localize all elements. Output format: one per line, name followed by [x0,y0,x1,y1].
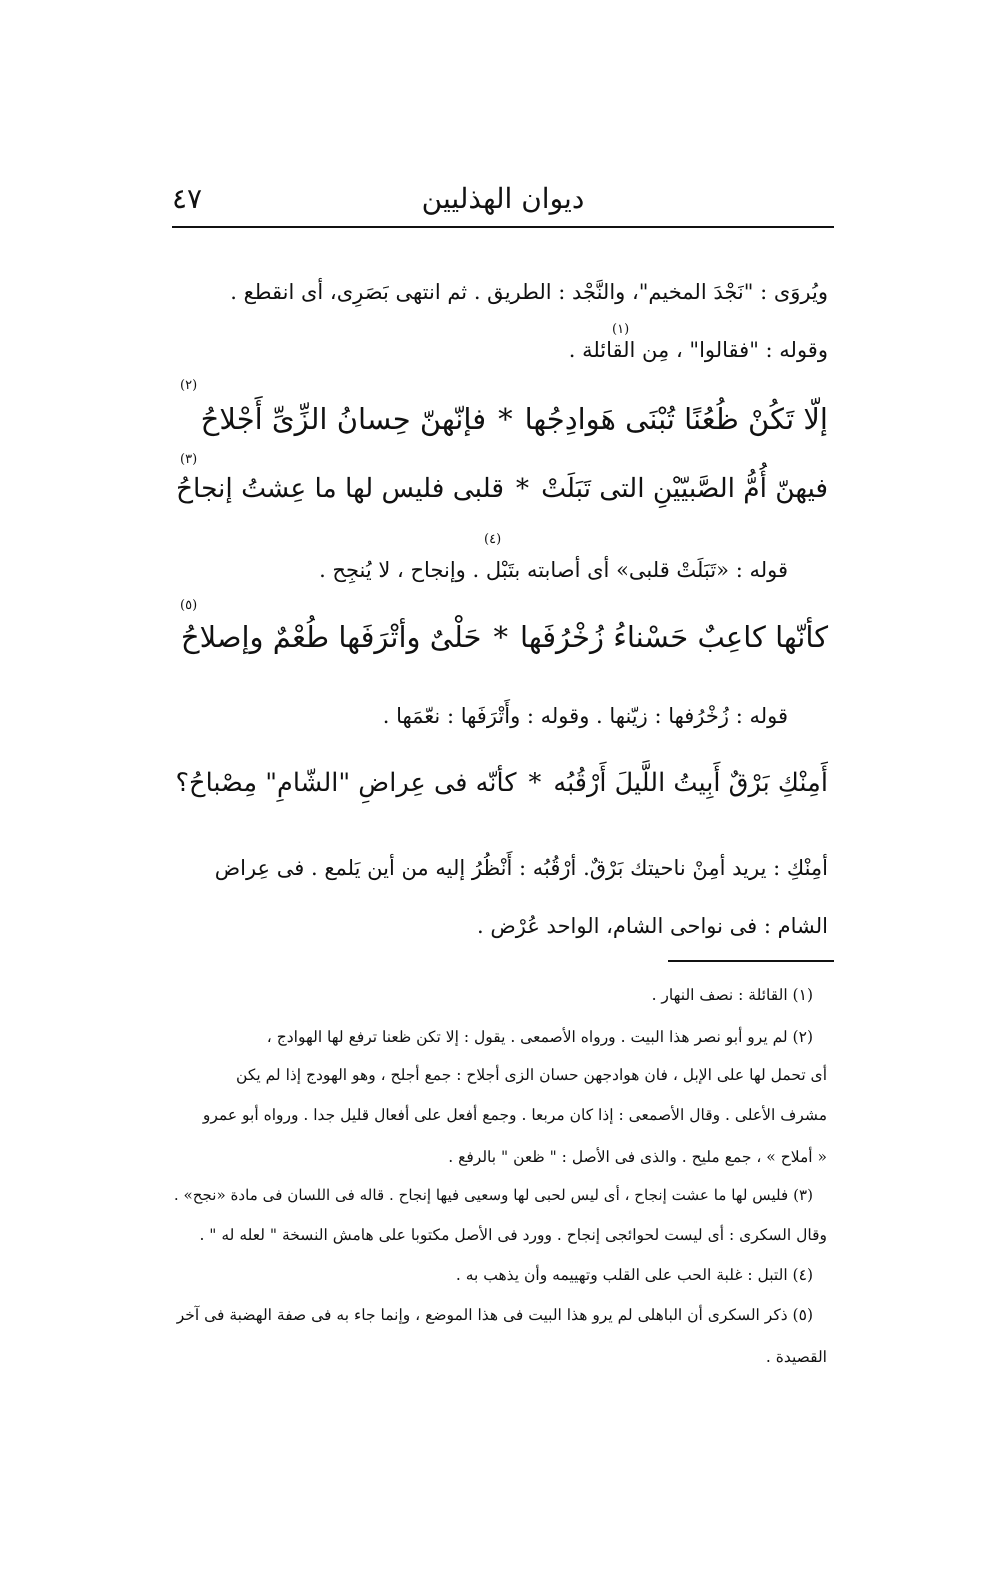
page-header [172,178,834,226]
verse-line [176,474,828,504]
prose-line: ويُروَى : "نَجْدَ المخيم"، والنَّجْد : الطريق . ثم انتهى بَصَرِى، أى انقطع . [230,280,828,304]
verse-separator: * [498,402,513,436]
note-reference: (٢) [180,378,198,393]
footnote-line: وقال السكرى : أى ليست لحوائجى إنجاح . وورد فى الأصل مكتوبا على هامش النسخة " لعله له " . [199,1226,827,1244]
footnote-rule [668,960,834,962]
footnote-line: (٣) فليس لها ما عشت إنجاح ، أى ليس لحبى لها وسعيى فيها إنجاح . قاله فى اللسان فى مادة «نجح» . [173,1186,813,1204]
note-reference: (١) [612,322,630,337]
footnote-line: « أملاح » ، جمع مليح . والذى فى الأصل : " ظعن " بالرفع . [448,1148,827,1166]
header-rule [172,226,834,228]
verse-second-hemistich: كأنّه فى عِراضِ "الشّامِ" مِصْباحُ؟ [175,768,517,798]
note-reference: (٥) [180,598,198,613]
prose-line: قوله : «تَبَلَتْ قلبى» أى أصابته بتَبْل . وإنجاح ، لا يُنجِح . [319,558,788,582]
footnote-line: (٢) لم يرو أبو نصر هذا البيت . ورواه الأصمعى . يقول : إلا تكن ظعنا ترفع لها الهوادج ، [266,1028,813,1046]
prose-line: الشام : فى نواحى الشام، الواحد عُرْض . [477,914,828,938]
verse-second-hemistich: فإنّهنّ حِسانُ الزِّىِّ أَجْلاحُ [200,402,487,436]
page-number: ٤٧ [172,182,203,215]
prose-line: قوله : زُخْرُفها : زيّنها . وقوله : وأَتْرَفَها : نعّمَها . [382,704,788,728]
footnote-line: القصيدة . [765,1348,827,1366]
note-reference: (٣) [180,452,198,467]
verse-first-hemistich: فيهنّ أُمُّ الصَّبيّيْنِ التى تَبَلَتْ [541,474,828,504]
footnote-line: مشرف الأعلى . وقال الأصمعى : إذا كان مربعا . وجمع أفعل على أفعال قليل جدا . ورواه أبو عمرو [202,1106,827,1124]
verse-first-hemistich: كأنّها كاعِبٌ حَسْناءُ زُخْرُفَها [519,620,828,654]
verse-line [175,768,828,798]
prose-line: وقوله : "فقالوا" ، مِن القائلة . [568,338,828,362]
page-title: ديوان الهذليين [421,182,585,215]
verse-first-hemistich: أَمِنْكِ بَرْقٌ أَبِيتُ اللَّيلَ أَرْقُبُه [553,768,828,798]
verse-second-hemistich: حَلْىٌ وأتْرَفَها طُعْمٌ وإصلاحُ [180,620,482,654]
footnote-line: (٤) التبل : غلبة الحب على القلب وتهييمه وأن يذهب به . [455,1266,813,1284]
verse-second-hemistich: قلبى فليس لها ما عِشتُ إنجاحُ [176,474,504,504]
verse-separator: * [528,768,542,798]
footnote-line: (١) القائلة : نصف النهار . [651,986,813,1004]
verse-separator: * [493,620,508,654]
verse-line [201,402,828,436]
prose-line: أمِنْكِ : يريد أمِنْ ناحيتك بَرْقٌ. أرْقُبُه : أَنْظُرُ إليه من أين يَلمع . فى عِراض [214,856,828,880]
footnote-line: أى تحمل لها على الإبل ، فان هوادجهن حسان الزى أجلاح : جمع أجلح ، وهو الهودج إذا لم يكن [236,1066,827,1084]
note-reference: (٤) [484,532,502,547]
verse-first-hemistich: إلّا تَكُنْ ظُعُنًا تُبْنَى هَوادِجُها [524,402,828,436]
footnote-line: (٥) ذكر السكرى أن الباهلى لم يرو هذا البيت فى هذا الموضع ، وإنما جاء به فى صفة الهضبة فى آخر [176,1306,813,1324]
verse-separator: * [515,474,530,504]
verse-line [181,620,828,654]
